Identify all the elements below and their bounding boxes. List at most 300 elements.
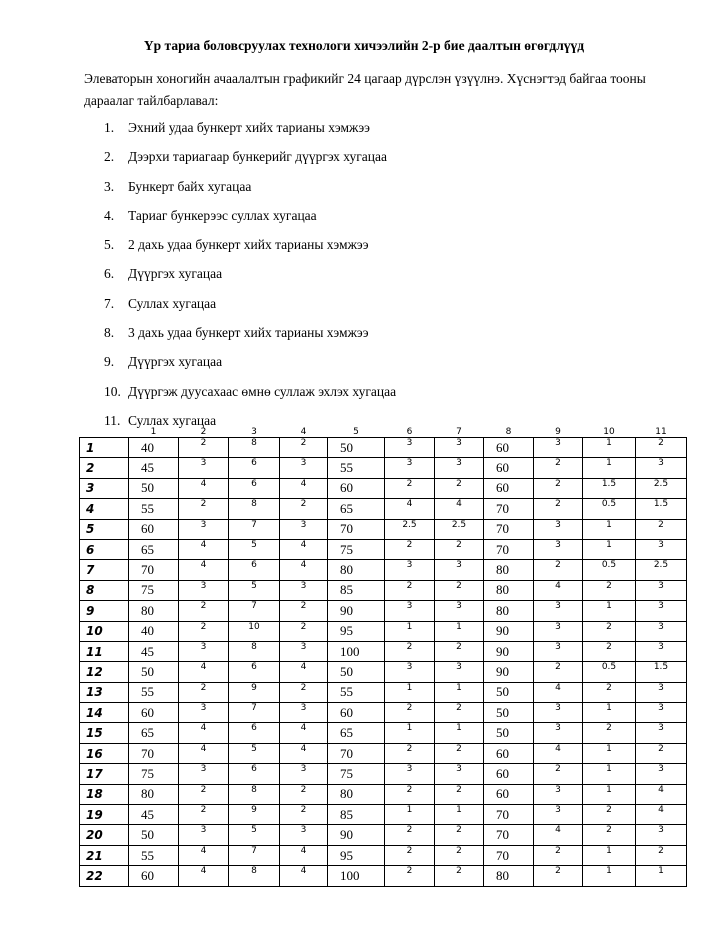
table-cell: 45 <box>129 805 179 825</box>
document-title: Үр тариа боловсруулах технологи хичээлийн 2-р бие даалтын өгөгдлүүд <box>143 38 585 53</box>
row-number-cell: 16 <box>80 743 129 763</box>
table-cell: 4 <box>636 805 687 825</box>
table-cell: 60 <box>484 743 534 763</box>
table-row <box>80 845 687 865</box>
table-cell: 70 <box>484 519 534 539</box>
table-cell: 100 <box>328 641 385 661</box>
table-cell: 80 <box>129 601 179 621</box>
column-header: 4 <box>280 428 328 438</box>
table-cell: 4 <box>280 723 328 743</box>
row-number-cell: 3 <box>80 478 129 498</box>
table-cell: 4 <box>280 539 328 559</box>
table-cell: 3 <box>534 539 583 559</box>
row-number-cell: 14 <box>80 703 129 723</box>
table-cell: 65 <box>328 499 385 519</box>
table-cell: 10 <box>229 621 280 641</box>
table-cell: 50 <box>129 478 179 498</box>
table-cell: 2 <box>280 621 328 641</box>
table-cell: 6 <box>229 458 280 478</box>
table-cell: 2 <box>385 641 435 661</box>
table-row <box>80 601 687 621</box>
intro-paragraph: Элеваторын хоногийн ачаалалтын графикийг 24 цагаар дүрслэн үзүүлнэ. Хүснэгтэд байгаа тооны дараалаг тайлбарлавал: <box>84 71 646 108</box>
table-cell: 60 <box>129 703 179 723</box>
table-cell: 3 <box>435 560 484 580</box>
table-cell: 1 <box>583 845 636 865</box>
data-table <box>79 428 687 887</box>
table-cell: 95 <box>328 621 385 641</box>
legend-item <box>104 382 396 411</box>
table-cell: 2 <box>385 825 435 845</box>
table-cell: 4 <box>179 560 229 580</box>
table-row <box>80 641 687 661</box>
table-row <box>80 825 687 845</box>
table-cell: 1 <box>583 703 636 723</box>
table-cell: 2 <box>583 723 636 743</box>
row-number-cell: 9 <box>80 601 129 621</box>
table-row <box>80 805 687 825</box>
column-header: 11 <box>636 428 687 438</box>
table-cell: 4 <box>179 662 229 682</box>
table-cell: 2 <box>385 784 435 804</box>
table-cell: 45 <box>129 458 179 478</box>
legend-item-text: Бункерт байх хугацаа <box>128 178 252 194</box>
table-cell: 50 <box>484 703 534 723</box>
table-cell: 1.5 <box>636 662 687 682</box>
table-cell: 60 <box>484 458 534 478</box>
table-cell: 40 <box>129 438 179 458</box>
table-cell: 2 <box>280 805 328 825</box>
table-cell: 60 <box>484 478 534 498</box>
table-cell: 1 <box>583 866 636 886</box>
table-cell: 3 <box>179 825 229 845</box>
legend-item <box>104 206 396 235</box>
table-row <box>80 764 687 784</box>
row-number-cell: 21 <box>80 845 129 865</box>
table-cell: 3 <box>435 458 484 478</box>
table-cell: 2 <box>385 539 435 559</box>
table-cell: 90 <box>484 662 534 682</box>
table-row <box>80 499 687 519</box>
table-cell: 3 <box>534 438 583 458</box>
table-cell: 5 <box>229 580 280 600</box>
legend-item-number: 10. <box>104 383 121 399</box>
table-cell: 55 <box>328 682 385 702</box>
table-cell: 2 <box>534 866 583 886</box>
table-cell: 8 <box>229 641 280 661</box>
table-cell: 8 <box>229 499 280 519</box>
table-cell: 45 <box>129 641 179 661</box>
legend-item-number: 8. <box>104 325 115 341</box>
column-header: 7 <box>435 428 484 438</box>
table-cell: 70 <box>328 743 385 763</box>
legend-item <box>104 147 396 176</box>
table-cell: 3 <box>179 519 229 539</box>
table-cell: 2 <box>280 601 328 621</box>
table-cell: 2 <box>636 845 687 865</box>
table-row <box>80 743 687 763</box>
table-cell: 2 <box>435 845 484 865</box>
table-cell: 65 <box>129 723 179 743</box>
table-cell: 2.5 <box>385 519 435 539</box>
table-cell: 80 <box>484 580 534 600</box>
table-cell: 85 <box>328 580 385 600</box>
table-cell: 2 <box>385 743 435 763</box>
table-cell: 4 <box>280 845 328 865</box>
table-cell: 90 <box>328 601 385 621</box>
row-number-cell: 4 <box>80 499 129 519</box>
row-number-cell: 10 <box>80 621 129 641</box>
table-row <box>80 621 687 641</box>
table-cell: 60 <box>484 438 534 458</box>
column-header <box>80 428 129 438</box>
table-cell: 2 <box>280 438 328 458</box>
table-cell: 3 <box>385 764 435 784</box>
table-cell: 50 <box>484 682 534 702</box>
table-cell: 2 <box>385 580 435 600</box>
column-header: 2 <box>179 428 229 438</box>
table-row <box>80 478 687 498</box>
table-cell: 2 <box>179 784 229 804</box>
table-cell: 3 <box>179 641 229 661</box>
table-cell: 2 <box>583 825 636 845</box>
table-cell: 4 <box>435 499 484 519</box>
table-cell: 55 <box>129 845 179 865</box>
table-cell: 1 <box>583 539 636 559</box>
table-cell: 4 <box>280 478 328 498</box>
table-cell: 2 <box>534 478 583 498</box>
table-cell: 1 <box>385 621 435 641</box>
table-cell: 80 <box>328 560 385 580</box>
table-cell: 60 <box>484 784 534 804</box>
table-cell: 2.5 <box>435 519 484 539</box>
table-cell: 2 <box>435 743 484 763</box>
table-cell: 3 <box>280 519 328 539</box>
table-cell: 5 <box>229 825 280 845</box>
table-cell: 4 <box>385 499 435 519</box>
table-cell: 50 <box>328 662 385 682</box>
table-row <box>80 580 687 600</box>
table-cell: 2 <box>534 458 583 478</box>
legend-item <box>104 235 396 264</box>
table-cell: 4 <box>179 866 229 886</box>
table-cell: 4 <box>179 723 229 743</box>
table-cell: 4 <box>179 478 229 498</box>
table-cell: 6 <box>229 723 280 743</box>
legend-item-text: Дүүргэх хугацаа <box>128 354 223 370</box>
column-header: 6 <box>385 428 435 438</box>
table-row <box>80 784 687 804</box>
table-row <box>80 866 687 886</box>
table-row <box>80 723 687 743</box>
table-cell: 3 <box>534 723 583 743</box>
table-body <box>80 438 687 887</box>
table-cell: 1 <box>583 784 636 804</box>
legend-item-text: Тариаг бункерээс суллах хугацаа <box>128 207 317 223</box>
table-cell: 3 <box>636 641 687 661</box>
table-cell: 3 <box>534 519 583 539</box>
table-cell: 80 <box>484 560 534 580</box>
table-cell: 65 <box>129 539 179 559</box>
table-cell: 7 <box>229 703 280 723</box>
table-row <box>80 560 687 580</box>
row-number-cell: 20 <box>80 825 129 845</box>
table-cell: 2 <box>583 641 636 661</box>
table-cell: 4 <box>280 866 328 886</box>
table-cell: 4 <box>636 784 687 804</box>
column-header: 8 <box>484 428 534 438</box>
table-cell: 75 <box>129 580 179 600</box>
table-cell: 2 <box>435 784 484 804</box>
table-cell: 75 <box>129 764 179 784</box>
table-cell: 2 <box>435 539 484 559</box>
legend-item-number: 11. <box>104 412 121 428</box>
table-cell: 1 <box>385 805 435 825</box>
table-cell: 2 <box>435 825 484 845</box>
table-cell: 2 <box>534 560 583 580</box>
table-cell: 2 <box>435 580 484 600</box>
column-header: 1 <box>129 428 179 438</box>
table-cell: 3 <box>636 682 687 702</box>
table-cell: 4 <box>534 825 583 845</box>
table-cell: 3 <box>534 601 583 621</box>
table-cell: 2 <box>179 601 229 621</box>
table-cell: 4 <box>534 743 583 763</box>
table-cell: 1 <box>583 458 636 478</box>
legend-item-text: Дүүргэж дуусахаас өмнө суллаж эхлэх хугацаа <box>128 383 397 399</box>
legend-item-text: Дүүргэх хугацаа <box>128 266 223 282</box>
table-cell: 6 <box>229 662 280 682</box>
table-cell: 1 <box>385 682 435 702</box>
table-cell: 3 <box>636 764 687 784</box>
table-cell: 65 <box>328 723 385 743</box>
table-cell: 2 <box>435 866 484 886</box>
table-cell: 2 <box>435 641 484 661</box>
table-cell: 2 <box>385 478 435 498</box>
table-cell: 80 <box>484 866 534 886</box>
table-cell: 4 <box>179 743 229 763</box>
table-cell: 1 <box>583 764 636 784</box>
legend-item-text: Суллах хугацаа <box>128 412 217 428</box>
table-cell: 1 <box>435 723 484 743</box>
table-cell: 3 <box>385 438 435 458</box>
table-cell: 70 <box>129 560 179 580</box>
row-number-cell: 5 <box>80 519 129 539</box>
table-cell: 0.5 <box>583 560 636 580</box>
table-cell: 2 <box>179 621 229 641</box>
table-cell: 7 <box>229 845 280 865</box>
row-number-cell: 15 <box>80 723 129 743</box>
legend-item <box>104 264 396 293</box>
column-legend-list <box>104 118 396 440</box>
legend-item <box>104 323 396 352</box>
table-cell: 3 <box>385 458 435 478</box>
table-cell: 2 <box>534 499 583 519</box>
table-cell: 3 <box>636 601 687 621</box>
table-cell: 5 <box>229 743 280 763</box>
table-cell: 3 <box>280 458 328 478</box>
table-cell: 4 <box>280 560 328 580</box>
table-cell: 55 <box>129 682 179 702</box>
table-cell: 1 <box>583 438 636 458</box>
table-cell: 2 <box>179 499 229 519</box>
table-cell: 2 <box>636 519 687 539</box>
table-cell: 80 <box>328 784 385 804</box>
table-row <box>80 438 687 458</box>
table-cell: 2 <box>534 845 583 865</box>
legend-item <box>104 352 396 381</box>
legend-item-number: 9. <box>104 354 115 370</box>
legend-item-number: 2. <box>104 149 115 165</box>
table-cell: 100 <box>328 866 385 886</box>
table-cell: 1 <box>583 519 636 539</box>
table-row <box>80 458 687 478</box>
table-cell: 3 <box>534 621 583 641</box>
table-cell: 90 <box>328 825 385 845</box>
table-cell: 2 <box>583 580 636 600</box>
table-row <box>80 703 687 723</box>
table-cell: 3 <box>179 458 229 478</box>
table-cell: 1.5 <box>583 478 636 498</box>
table-cell: 3 <box>636 539 687 559</box>
table-cell: 2 <box>435 478 484 498</box>
table-cell: 3 <box>534 703 583 723</box>
column-header: 9 <box>534 428 583 438</box>
table-cell: 2.5 <box>636 478 687 498</box>
legend-item-number: 7. <box>104 295 115 311</box>
table-cell: 3 <box>280 641 328 661</box>
table-cell: 70 <box>129 743 179 763</box>
table-cell: 3 <box>179 580 229 600</box>
table-cell: 3 <box>435 662 484 682</box>
table-cell: 4 <box>179 539 229 559</box>
legend-item-number: 5. <box>104 237 115 253</box>
table-cell: 6 <box>229 560 280 580</box>
table-cell: 70 <box>328 519 385 539</box>
table-row <box>80 539 687 559</box>
row-number-cell: 6 <box>80 539 129 559</box>
table-cell: 3 <box>280 703 328 723</box>
table-cell: 4 <box>280 662 328 682</box>
table-cell: 55 <box>328 458 385 478</box>
table-header-row <box>80 428 687 438</box>
table-cell: 60 <box>328 478 385 498</box>
table-cell: 50 <box>129 825 179 845</box>
table-cell: 2 <box>179 438 229 458</box>
table-cell: 50 <box>484 723 534 743</box>
table-cell: 8 <box>229 784 280 804</box>
table-cell: 3 <box>435 438 484 458</box>
row-number-cell: 2 <box>80 458 129 478</box>
table-cell: 2 <box>280 499 328 519</box>
table-cell: 3 <box>636 458 687 478</box>
table-cell: 2 <box>435 703 484 723</box>
column-header: 3 <box>229 428 280 438</box>
table-cell: 3 <box>636 580 687 600</box>
row-number-cell: 13 <box>80 682 129 702</box>
column-header: 10 <box>583 428 636 438</box>
table-cell: 8 <box>229 866 280 886</box>
legend-item-text: Суллах хугацаа <box>128 295 217 311</box>
table-cell: 2 <box>280 682 328 702</box>
table-cell: 8 <box>229 438 280 458</box>
table-cell: 1 <box>385 723 435 743</box>
table-cell: 75 <box>328 539 385 559</box>
table-cell: 3 <box>534 805 583 825</box>
table-cell: 90 <box>484 621 534 641</box>
table-cell: 3 <box>534 784 583 804</box>
table-cell: 9 <box>229 805 280 825</box>
table-cell: 85 <box>328 805 385 825</box>
table-cell: 60 <box>328 703 385 723</box>
table-row <box>80 519 687 539</box>
row-number-cell: 22 <box>80 866 129 886</box>
table-cell: 3 <box>636 723 687 743</box>
table-cell: 60 <box>484 764 534 784</box>
table-cell: 2 <box>179 805 229 825</box>
table-cell: 2 <box>636 438 687 458</box>
table-cell: 6 <box>229 478 280 498</box>
table-cell: 3 <box>385 560 435 580</box>
table-cell: 1 <box>435 805 484 825</box>
table-cell: 4 <box>280 743 328 763</box>
table-cell: 0.5 <box>583 662 636 682</box>
table-row <box>80 662 687 682</box>
table-cell: 3 <box>435 601 484 621</box>
table-cell: 3 <box>385 662 435 682</box>
table-cell: 0.5 <box>583 499 636 519</box>
legend-item-text: 2 дахь удаа бункерт хийх тарианы хэмжээ <box>128 237 369 253</box>
row-number-cell: 19 <box>80 805 129 825</box>
table-cell: 3 <box>435 764 484 784</box>
table-cell: 9 <box>229 682 280 702</box>
table-cell: 1 <box>583 743 636 763</box>
table-cell: 3 <box>636 621 687 641</box>
row-number-cell: 7 <box>80 560 129 580</box>
column-header: 5 <box>328 428 385 438</box>
table-cell: 2 <box>583 805 636 825</box>
row-number-cell: 11 <box>80 641 129 661</box>
table-cell: 4 <box>179 845 229 865</box>
table-cell: 75 <box>328 764 385 784</box>
table-cell: 2.5 <box>636 560 687 580</box>
table-cell: 3 <box>280 580 328 600</box>
table-cell: 40 <box>129 621 179 641</box>
table-cell: 1.5 <box>636 499 687 519</box>
table-cell: 2 <box>280 784 328 804</box>
legend-item-number: 6. <box>104 266 115 282</box>
table-cell: 1 <box>435 621 484 641</box>
table-cell: 2 <box>534 662 583 682</box>
row-number-cell: 12 <box>80 662 129 682</box>
legend-item-text: Дээрхи тариагаар бункерийг дүүргэх хугацаа <box>128 149 387 165</box>
table-cell: 1 <box>636 866 687 886</box>
row-number-cell: 1 <box>80 438 129 458</box>
row-number-cell: 8 <box>80 580 129 600</box>
table-cell: 70 <box>484 539 534 559</box>
table-cell: 70 <box>484 825 534 845</box>
legend-item-number: 3. <box>104 178 115 194</box>
table-cell: 3 <box>636 703 687 723</box>
table-cell: 3 <box>179 703 229 723</box>
table-cell: 2 <box>583 621 636 641</box>
table-cell: 60 <box>129 866 179 886</box>
table-cell: 50 <box>328 438 385 458</box>
legend-item <box>104 118 396 147</box>
table-cell: 70 <box>484 499 534 519</box>
table-cell: 3 <box>385 601 435 621</box>
table-cell: 2 <box>385 845 435 865</box>
row-number-cell: 18 <box>80 784 129 804</box>
